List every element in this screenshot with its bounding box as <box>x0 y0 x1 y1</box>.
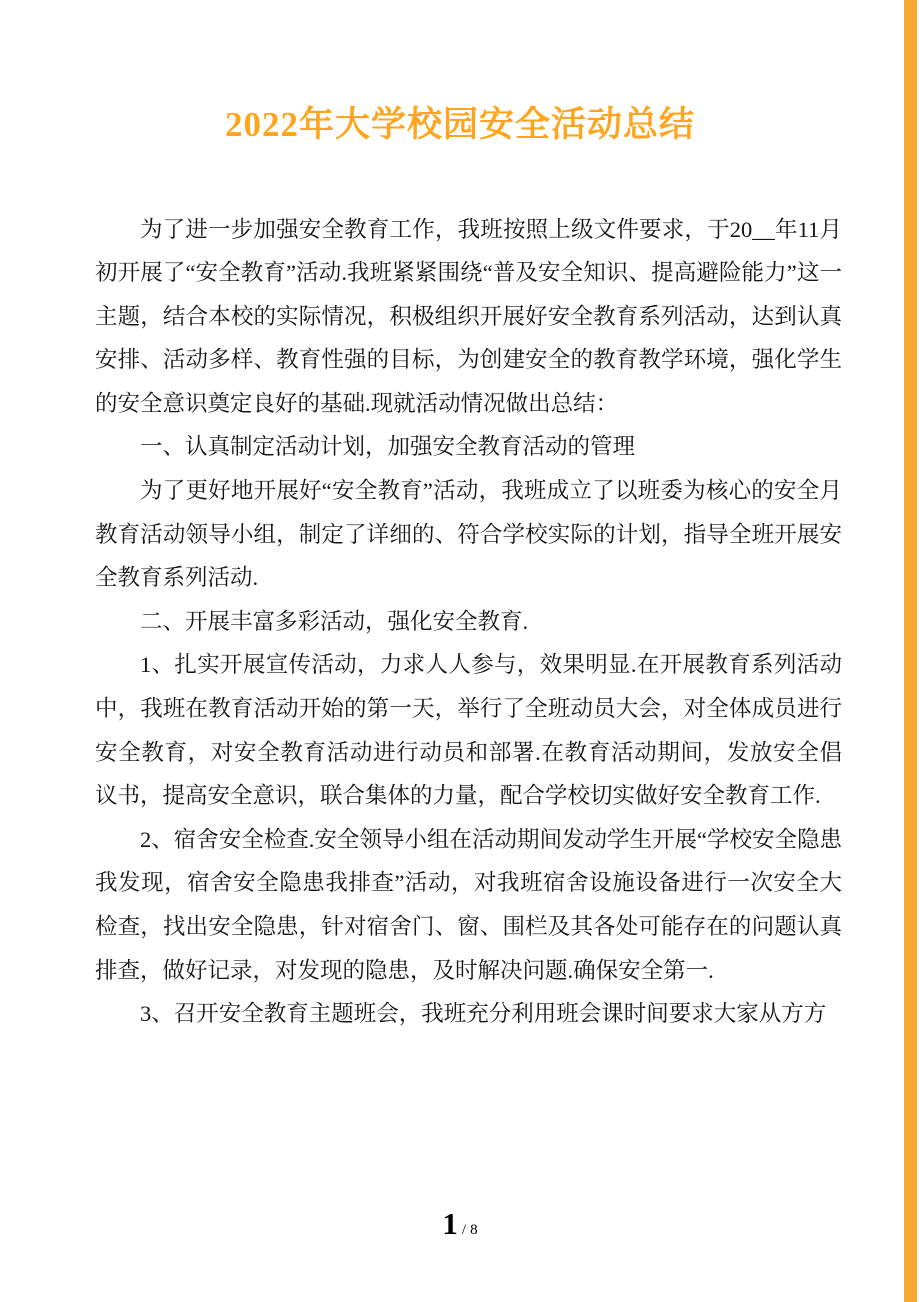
current-page-number: 1 <box>442 1206 458 1241</box>
paragraph-plan: 为了更好地开展好“安全教育”活动，我班成立了以班委为核心的安全月教育活动领导小组，制定了详细的、符合学校实际的计划，指导全班开展安全教育系列活动. <box>95 478 842 591</box>
paragraph-item-2: 2、宿舍安全检查.安全领导小组在活动期间发动学生开展“学校安全隐患我发现，宿舍安全隐患我排查”活动，对我班宿舍设施设备进行一次安全大检查，找出安全隐患，针对宿舍门、窗、围栏及其各处可能存在的问题认真排查，做好记录，对发现的隐患，及时解决问题.确保安全第一. <box>95 826 842 983</box>
total-page-count: 8 <box>470 1222 478 1238</box>
paragraph-heading-2: 二、开展丰富多彩活动，强化安全教育. <box>140 608 529 634</box>
page-footer <box>0 1206 920 1242</box>
paragraph-intro: 为了进一步加强安全教育工作，我班按照上级文件要求，于20__年11月初开展了“安全教育”活动.我班紧紧围绕“普及安全知识、提高避险能力”这一主题，结合本校的实际情况，积极组织开展好安全教育系列活动，达到认真安排、活动多样、教育性强的目标，为创建安全的教育教学环境，强化学生的安全意识奠定良好的基础.现就活动情况做出总结： <box>95 216 842 416</box>
document-body <box>95 208 842 1036</box>
paragraph-item-1: 1、扎实开展宣传活动，力求人人参与，效果明显.在开展教育系列活动中，我班在教育活动开始的第一天，举行了全班动员大会，对全体成员进行安全教育，对安全教育活动进行动员和部署.在教育活动期间，发放安全倡议书，提高安全意识，联合集体的力量，配合学校切实做好安全教育工作. <box>95 652 842 809</box>
paragraph-heading-1: 一、认真制定活动计划，加强安全教育活动的管理 <box>140 434 636 460</box>
paragraph-item-3: 3、召开安全教育主题班会，我班充分利用班会课时间要求大家从方方 <box>140 1001 827 1027</box>
page-edge-accent-bar <box>904 0 917 1302</box>
page-title: 2022年大学校园安全活动总结 <box>224 105 695 144</box>
page-number-separator: / <box>461 1222 467 1238</box>
